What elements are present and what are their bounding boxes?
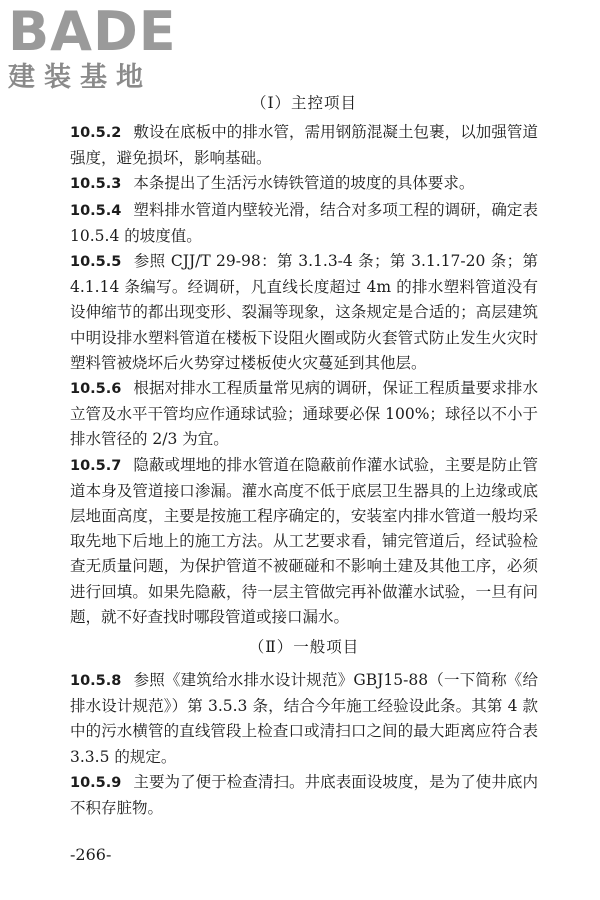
clause-number: 10.5.6 xyxy=(70,381,122,398)
clause-text: 隐蔽或埋地的排水管道在隐蔽前作灌水试验，主要是防止管道本身及管道接口渗漏。灌水高度不低于底层卫生器具的上边缘或底层地面高度，主要是按施工程序确定的，安装室内排水管道一般均采取先地下后地上的施工方法。从工艺要求看，铺完管道后，经试验检查无质量问题，为保护管道不被砸碰和不影响土建及其他工序，必须进行回填。如果先隐蔽，待一层主管做完再补做灌水试验，一旦有问题，就不好查找时哪段管道或接口漏水。 xyxy=(70,455,538,626)
page-content xyxy=(70,88,538,821)
clause-text: 本条提出了生活污水铸铁管道的坡度的具体要求。 xyxy=(133,174,475,193)
clause-number: 10.5.7 xyxy=(70,457,122,474)
clause-text: 参照 CJJ/T 29-98：第 3.1.3-4 条；第 3.1.17-20 条；第 4.1.14 条编写。经调研，凡直线长度超过 4m 的排水塑料管道没有设伸缩节的都出现变形、裂漏等现象，这条规定是合适的；高层建筑中明设排水塑料管道在楼板下设阻火圈或防火套管式防止发生火灾时塑料管被烧坏后火势穿过楼板使火灾蔓延到其他层。 xyxy=(70,252,538,372)
section-heading-general: （Ⅱ）一般项目 xyxy=(248,638,360,657)
clause-10-5-3 xyxy=(70,171,538,197)
clause-text: 塑料排水管道内壁较光滑，结合对多项工程的调研，确定表 10.5.4 的坡度值。 xyxy=(70,200,538,245)
clause-number: 10.5.9 xyxy=(70,774,122,791)
clause-number: 10.5.3 xyxy=(70,176,122,193)
clause-10-5-8 xyxy=(70,668,538,770)
logo-chinese: 建装基地 xyxy=(8,62,152,93)
clause-10-5-5 xyxy=(70,249,538,376)
clause-number: 10.5.2 xyxy=(70,125,122,141)
clause-text: 主要为了便于检查清扫。井底表面设坡度，是为了使井底内不积存脏物。 xyxy=(70,772,538,818)
clause-text: 敷设在底板中的排水管，需用钢筋混凝土包裹，以加强管道强度，避免损坏，影响基础。 xyxy=(70,123,538,168)
clause-10-5-9 xyxy=(70,770,538,821)
clause-number: 10.5.5 xyxy=(70,254,122,271)
clause-10-5-2 xyxy=(70,120,538,171)
logo xyxy=(8,0,178,94)
clause-10-5-4 xyxy=(70,198,538,249)
clause-text: 根据对排水工程质量常见病的调研，保证工程质量要求排水立管及水平干管均应作通球试验；通球要必保 100%；球径以不小于排水管径的 2/3 为宜。 xyxy=(70,379,538,449)
clause-number: 10.5.4 xyxy=(70,202,122,219)
page-number: -266- xyxy=(70,845,112,864)
clause-text: 参照《建筑给水排水设计规范》GBJ15-88（一下简称《给排水设计规范》）第 3.5.3 条，结合今年施工经验设此条。其第 4 款中的污水横管的直线管段上检查口或清扫口之间的最大距离应符合表 3.3.5 的规定。 xyxy=(70,671,538,766)
clause-10-5-7 xyxy=(70,453,538,630)
logo-english: BADE xyxy=(8,0,177,63)
clause-10-5-6 xyxy=(70,376,538,453)
section-heading-main-control: （Ⅰ）主控项目 xyxy=(250,94,358,112)
clause-number: 10.5.8 xyxy=(70,673,122,690)
